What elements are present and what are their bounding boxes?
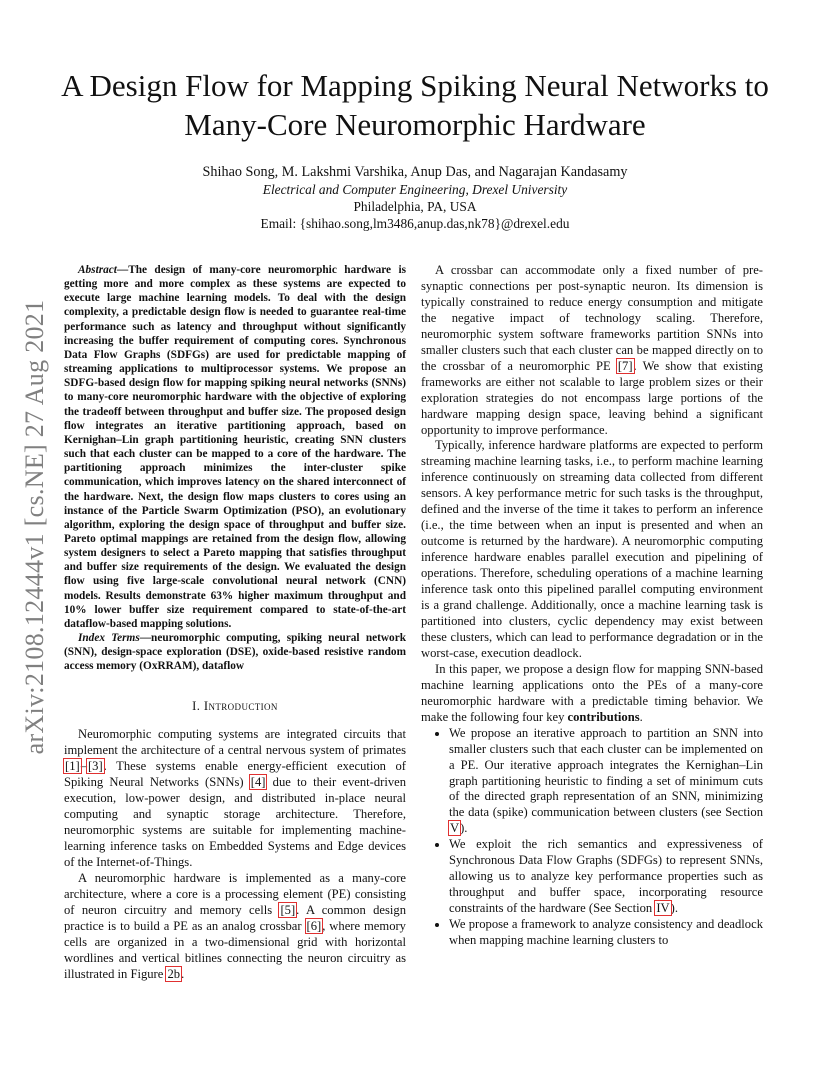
text-run: ). [670,901,678,916]
index-terms [64,631,406,673]
citation-link[interactable]: [5] [280,902,296,917]
intro-paragraph-2 [64,871,406,983]
author-list: Shihao Song, M. Lakshmi Varshika, Anup Das, and Nagarajan Kandasamy [202,164,628,180]
citation-link[interactable]: [6] [306,918,322,933]
section-link[interactable]: IV [656,901,670,916]
text-run: . [639,709,643,724]
contribution-item [449,726,763,838]
right-paragraph-3 [421,662,763,726]
citation-link[interactable]: [7] [617,358,633,373]
right-column [421,263,763,949]
text-run: Neuromorphic computing systems are integrated circuits that implement the architecture of a central nervous system of primates [64,727,406,758]
figure-link[interactable]: 2b [167,966,181,981]
intro-paragraph-1 [64,727,406,871]
index-terms-lead: Index Terms [78,632,140,645]
index-terms-text: —neuromorphic computing, spiking neural network (SNN), design-space exploration (DSE), oxide-based resistive random access memory (OxRRAM), dataflow [64,632,406,673]
citation-link[interactable]: [4] [250,775,266,790]
text-run: A crossbar can accommodate only a fixed number of pre-synaptic connections per post-synaptic neuron. Its dimension is typically constrained to reduce energy consumption and mitigate the negative impact of technology scaling. Therefore, neuromorphic system software frameworks partition SNNs into smaller clusters such that each cluster can be mapped directly on to the crossbar of a neuromorphic PE [421,263,763,373]
text-run: We propose a framework to analyze consistency and deadlock when mapping machine learning clusters to [449,917,763,948]
text-run: We exploit the rich semantics and expressiveness of Synchronous Data Flow Graphs (SDFGs) to represent SNNs, allowing us to analyze key performance properties such as throughput and buffer space, incorporating resource constraints of the hardware (See Section [449,837,763,916]
text-run: We propose an iterative approach to partition an SNN into smaller clusters such that each cluster can be implemented on a PE. Our iterative approach integrates the Kernighan–Lin graph partitioning heuristic to finding a set of minimum cuts of the directed graph representation of an SNN, minimizing the data (spike) communication between clusters (see Section [449,725,763,820]
abstract-lead: Abstract [78,264,117,276]
contribution-item [449,837,763,917]
contribution-item [449,917,763,949]
citation-link[interactable]: [1] [65,759,80,774]
paper-title: A Design Flow for Mapping Spiking Neural Networks to Many-Core Neuromorphic Hardware [61,68,769,142]
location: Philadelphia, PA, USA [353,199,477,214]
text-run: ). [460,821,468,836]
affiliation: Electrical and Computer Engineering, Drexel University [262,182,568,197]
author-email: Email: {shihao.song,lm3486,anup.das,nk78}@drexel.edu [260,216,570,231]
text-run: . These systems enable energy-efficient execution of Spiking Neural Networks (SNNs) [64,759,406,790]
text-run: , where memory cells are organized in a two-dimensional grid with horizontal wordlines and vertical bitlines connecting the neuron circuitry as illustrated in Figure [64,918,406,981]
right-paragraph-1 [421,263,763,438]
abstract [64,263,406,631]
text-run: . [181,966,185,981]
text-run: A neuromorphic hardware is implemented as a many-core architecture, where a core is a processing element (PE) consisting of neuron circuitry and memory cells [64,871,406,917]
text-run: due to their event-driven execution, low-power design, and distributed in-place neural computing and synaptic storage architecture. Therefore, neuromorphic systems are suitable for implementing machine-learning inference tasks on Embedded Systems and Edge devices of the Internet-of-Things. [64,775,407,870]
right-paragraph-2: Typically, inference hardware platforms are expected to perform streaming machine learning tasks, i.e., to perform machine learning inference continuously on streaming data collected from different sensors. A key performance metric for such tasks is the throughput, defined and the inverse of the time it takes to perform an inference (i.e., the time between when an input is presented and when an outcome is returned by the hardware). A neuromorphic computing inference hardware enables parallel execution and pipelining of operations. Therefore, scheduling operations of a machine learning inference task onto this pipelined parallel computing environment is a grand challenge. Additionally, once a machine learning task is partitioned into clusters, cyclic dependency may exist between these clusters, which can lead to performance degradation or in the worst-case, execution deadlock. [421,438,763,660]
text-run: . A common design practice is to build a PE as an analog crossbar [64,902,406,933]
arxiv-identifier [22,282,48,772]
left-column [64,263,406,983]
section-link[interactable]: V [450,821,460,836]
bold-term: contributions [567,709,640,724]
abstract-text: —The design of many-core neuromorphic hardware is getting more and more complex as these systems are expected to execute large machine learning models. To deal with the design complexity, a predictable design flow is needed to guarantee real-time performance such as latency and throughput without significantly increasing the buffer requirement of computing cores. Synchronous Data Flow Graphs (SDFGs) are used for predictable mapping of streaming applications to multiprocessor systems. We propose an SDFG-based design flow for mapping spiking neural networks (SNNs) to many-core neuromorphic hardware with the objective of exploring the tradeoff between throughput and buffer size. The proposed design flow integrates an iterative partitioning approach, based on Kernighan–Lin graph partitioning heuristic, creating SNN clusters such that each cluster can be mapped to a core of the hardware. The partitioning approach minimizes the inter-cluster spike communication, which improves latency on the shared interconnect of the hardware. Next, the design flow maps clusters to cores using an instance of the Particle Swarm Optimization (PSO), an evolutionary algorithm, exploring the design space of throughput and buffer size. Pareto optimal mappings are retained from the design flow, allowing system designers to select a Pareto mapping that satisfies throughput and buffer size requirements of the design. We evaluated the design flow using five large-scale convolutional neural network (CNN) models. Results demonstrate 63% higher maximum throughput and 10% lower buffer size requirement compared to state-of-the-art dataflow-based mapping solutions. [64,264,406,630]
text-run: . We show that existing frameworks are either not scalable to large problem sizes or their exploration strategies do not encompass large portions of the hardware mapping design space, leaving behind a significant opportunity to improve performance. [421,358,763,437]
citation-link[interactable]: [3] [87,759,103,774]
arxiv-identifier-text: arXiv:2108.12444v1 [cs.NE] 27 Aug 2021 [20,299,49,755]
text-run: In this paper, we propose a design flow for mapping SNN-based machine learning applications onto the PEs of a many-core neuromorphic hardware with a predictable timing behavior. We make the following four key [421,661,763,724]
contributions-list [421,726,763,949]
section-heading-introduction: I. Introduction [192,698,278,713]
text-run: – [80,759,87,774]
